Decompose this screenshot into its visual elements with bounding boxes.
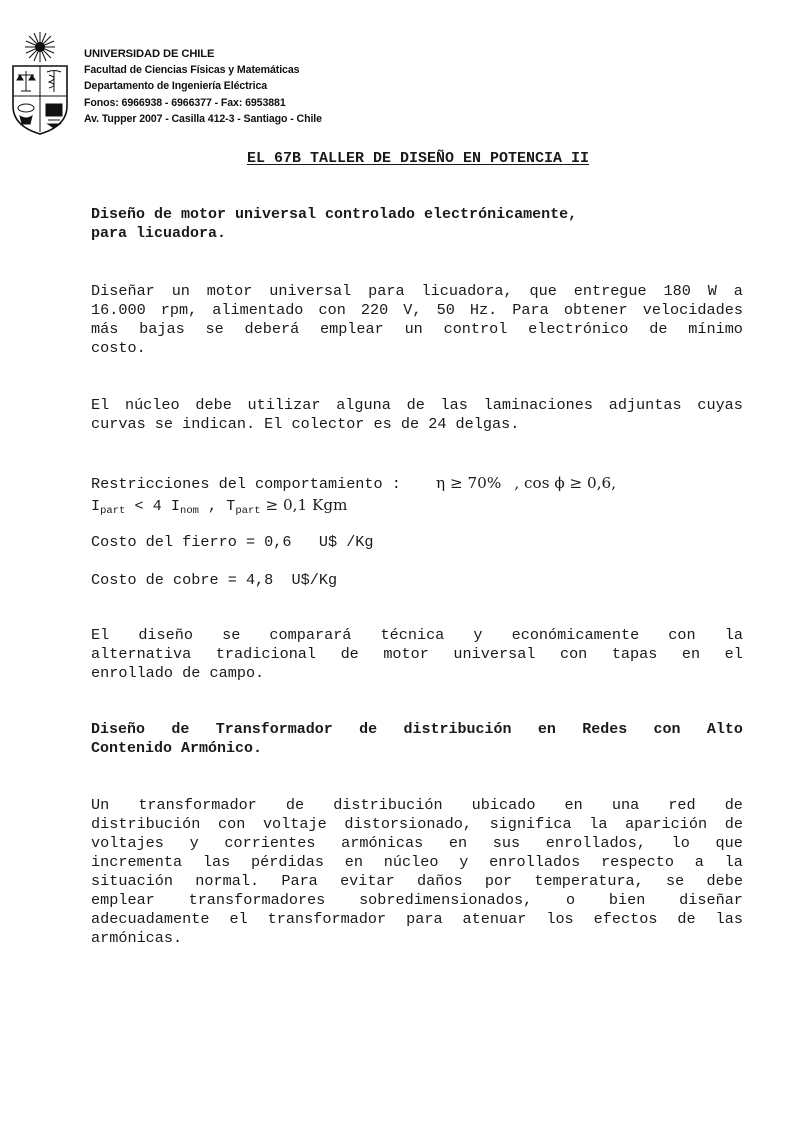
word: emplear [91, 891, 155, 909]
word: comparará [269, 626, 352, 644]
word: con [318, 301, 346, 319]
word: un [404, 320, 423, 338]
scales-icon [17, 71, 35, 91]
word: emplear [319, 320, 384, 338]
heading-line [91, 720, 743, 739]
word: laminaciones [483, 396, 593, 414]
word: y [473, 626, 483, 644]
word: Para [512, 301, 549, 319]
word: en [537, 721, 556, 738]
word: Para [281, 872, 318, 890]
word: rpm, [160, 301, 198, 319]
word: por [484, 872, 513, 890]
word: 180 [663, 282, 691, 300]
faculty-name: Facultad de Ciencias Físicas y Matemáticas [84, 64, 300, 77]
inom-subscript: nom [180, 505, 199, 517]
restrictions-label: Restricciones del comportamiento : [91, 475, 401, 493]
phone-numbers: Fonos: 6966938 - 6966377 - Fax: 6953881 [84, 96, 286, 109]
word: adjuntas [608, 396, 682, 414]
word: en [344, 853, 363, 871]
word: Transformador [215, 721, 333, 738]
word: de [724, 796, 743, 814]
para-line: costo. [91, 339, 146, 357]
word: transformador [267, 910, 387, 928]
word: El [91, 626, 110, 644]
para-line [91, 282, 743, 301]
iron-cost: Costo del fierro = 0,6 U$ /Kg [91, 533, 374, 551]
para-line [91, 815, 743, 834]
word: núcleo [383, 853, 439, 871]
word: en [564, 796, 583, 814]
word: enrollados [489, 853, 581, 871]
word: efectos [593, 910, 658, 928]
power-factor-constraint: , cos ϕ ≥ 0,6, [514, 474, 617, 492]
book-icon [46, 104, 62, 128]
word: distribución [333, 796, 443, 814]
word: el [229, 910, 248, 928]
para-line: armónicas. [91, 929, 183, 947]
word: aparición [625, 815, 708, 833]
core-paragraph [91, 396, 743, 434]
para-line [91, 301, 743, 320]
word: Diseño [91, 721, 146, 738]
department-name: Departamento de Ingeniería Eléctrica [84, 80, 268, 93]
word: de [406, 396, 425, 414]
word: lo [671, 834, 690, 852]
word: en [448, 834, 468, 852]
word: un [171, 282, 190, 300]
word: cuyas [697, 396, 743, 414]
word: económicamente [511, 626, 640, 644]
restrictions-line-1 [91, 474, 616, 493]
word: situación [91, 872, 174, 890]
word: entregue [573, 282, 647, 300]
word: con [668, 626, 696, 644]
word: distribución [403, 721, 512, 738]
star-icon [25, 32, 55, 62]
current-relation: < 4 I [125, 497, 181, 515]
section-2-heading [91, 720, 743, 758]
heading-line: Diseño de motor universal controlado electrónicamente, [91, 206, 578, 223]
word: significa [489, 815, 572, 833]
lamp-icon [18, 104, 34, 124]
word: transformador [138, 796, 257, 814]
word: voltaje [262, 815, 327, 833]
word: licuadora, [421, 282, 513, 300]
word: de [724, 815, 743, 833]
word: sus [492, 834, 521, 852]
separator-torque: , T [198, 497, 236, 515]
word: Redes [582, 721, 628, 738]
motor-spec-paragraph [91, 282, 743, 358]
word: deberá [244, 320, 300, 338]
word: Un [91, 796, 110, 814]
university-name: UNIVERSIDAD DE CHILE [84, 48, 215, 60]
word: Diseñar [91, 282, 155, 300]
word: corrientes [224, 834, 316, 852]
word: para [368, 282, 405, 300]
word: incrementa [91, 853, 183, 871]
restrictions-line-2 [91, 496, 347, 517]
word: con [653, 721, 681, 738]
word: temperatura, [534, 872, 644, 890]
word: para [406, 910, 443, 928]
word: de [359, 721, 378, 738]
word: que [715, 834, 743, 852]
word: tapas [611, 645, 658, 663]
word: se [222, 626, 241, 644]
word: las [715, 910, 743, 928]
torque-constraint: ≥ 0,1 Kgm [260, 496, 348, 514]
word: motor [383, 645, 429, 663]
word: ubicado [471, 796, 536, 814]
word: motor [206, 282, 253, 300]
letterhead [84, 46, 322, 127]
word: Alto [706, 721, 743, 738]
word: utilizar [247, 396, 321, 414]
word: se [666, 872, 685, 890]
word: V, [403, 301, 422, 319]
word: las [202, 853, 231, 871]
word: la [589, 815, 608, 833]
word: universal [453, 645, 536, 663]
section-1-heading [91, 205, 743, 243]
word: transformadores [188, 891, 326, 909]
word: los [546, 910, 574, 928]
word: debe [195, 396, 232, 414]
word: control [443, 320, 508, 338]
word: la [724, 853, 743, 871]
word: tradicional [215, 645, 317, 663]
word: que [529, 282, 557, 300]
word: diseñar [679, 891, 743, 909]
word: pérdidas [251, 853, 324, 871]
para-line [91, 853, 743, 872]
word: más [91, 320, 119, 338]
para-line [91, 626, 743, 645]
word: a [694, 853, 704, 871]
word: y [189, 834, 199, 852]
word: diseño [138, 626, 193, 644]
efficiency-constraint: η ≥ 70% [436, 474, 502, 492]
word: en [681, 645, 701, 663]
word: núcleo [124, 396, 180, 414]
word: W [707, 282, 717, 300]
word: de [340, 645, 359, 663]
word: mínimo [688, 320, 743, 338]
word: armónicas [341, 834, 424, 852]
word: con [559, 645, 588, 663]
para-line [91, 834, 743, 853]
postal-address: Av. Tupper 2007 - Casilla 412-3 - Santiago - Chile [84, 112, 322, 125]
para-line: curvas se indican. El colector es de 24 delgas. [91, 415, 520, 433]
word: bajas [139, 320, 185, 338]
ipart-subscript: part [100, 505, 126, 517]
word: una [611, 796, 640, 814]
ipart-symbol: I [91, 497, 101, 515]
word: alimentado [212, 301, 304, 319]
word: bien [608, 891, 646, 909]
word: respecto [601, 853, 674, 871]
word: atenuar [462, 910, 527, 928]
para-line [91, 796, 743, 815]
tpart-subscript: part [235, 505, 261, 517]
word: universal [269, 282, 352, 300]
word: las [440, 396, 468, 414]
word: alguna [336, 396, 391, 414]
word: se [205, 320, 224, 338]
word: distribución [91, 815, 201, 833]
word: Hz. [469, 301, 498, 319]
word: de [677, 910, 696, 928]
word: obtener [563, 301, 628, 319]
word: adecuadamente [91, 910, 210, 928]
word: y [459, 853, 469, 871]
word: debe [706, 872, 743, 890]
para-line [91, 396, 743, 415]
word: de [285, 796, 305, 814]
heading-line: Contenido Armónico. [91, 740, 263, 757]
word: velocidades [642, 301, 743, 319]
university-seal-logo [8, 30, 72, 136]
word: El [91, 396, 110, 414]
para-line [91, 910, 743, 929]
caduceus-icon [47, 70, 61, 92]
para-line [91, 645, 743, 664]
para-line [91, 320, 743, 339]
word: electrónico [528, 320, 629, 338]
word: enrollados, [545, 834, 646, 852]
word: sobredimensionados, [359, 891, 533, 909]
word: o [566, 891, 576, 909]
word: daños [417, 872, 463, 890]
para-line: enrollado de campo. [91, 664, 265, 682]
word: técnica [380, 626, 445, 644]
word: 50 [436, 301, 455, 319]
copper-cost: Costo de cobre = 4,8 U$/Kg [91, 571, 338, 589]
word: normal. [195, 872, 260, 890]
word: de [649, 320, 668, 338]
word: de [171, 721, 190, 738]
word: la [724, 626, 743, 644]
comparison-paragraph [91, 626, 743, 683]
word: el [724, 645, 743, 663]
word: 16.000 [91, 301, 146, 319]
transformer-paragraph [91, 796, 743, 948]
word: con [217, 815, 246, 833]
para-line [91, 891, 743, 910]
para-line [91, 872, 743, 891]
course-title: EL 67B TALLER DE DISEÑO EN POTENCIA II [246, 150, 590, 167]
word: evitar [340, 872, 395, 890]
word: alternativa [91, 645, 192, 663]
word: distorsionado, [344, 815, 472, 833]
heading-line: para licuadora. [91, 225, 227, 242]
word: 220 [360, 301, 389, 319]
word: voltajes [91, 834, 164, 852]
word: a [733, 282, 743, 300]
word: red [668, 796, 696, 814]
